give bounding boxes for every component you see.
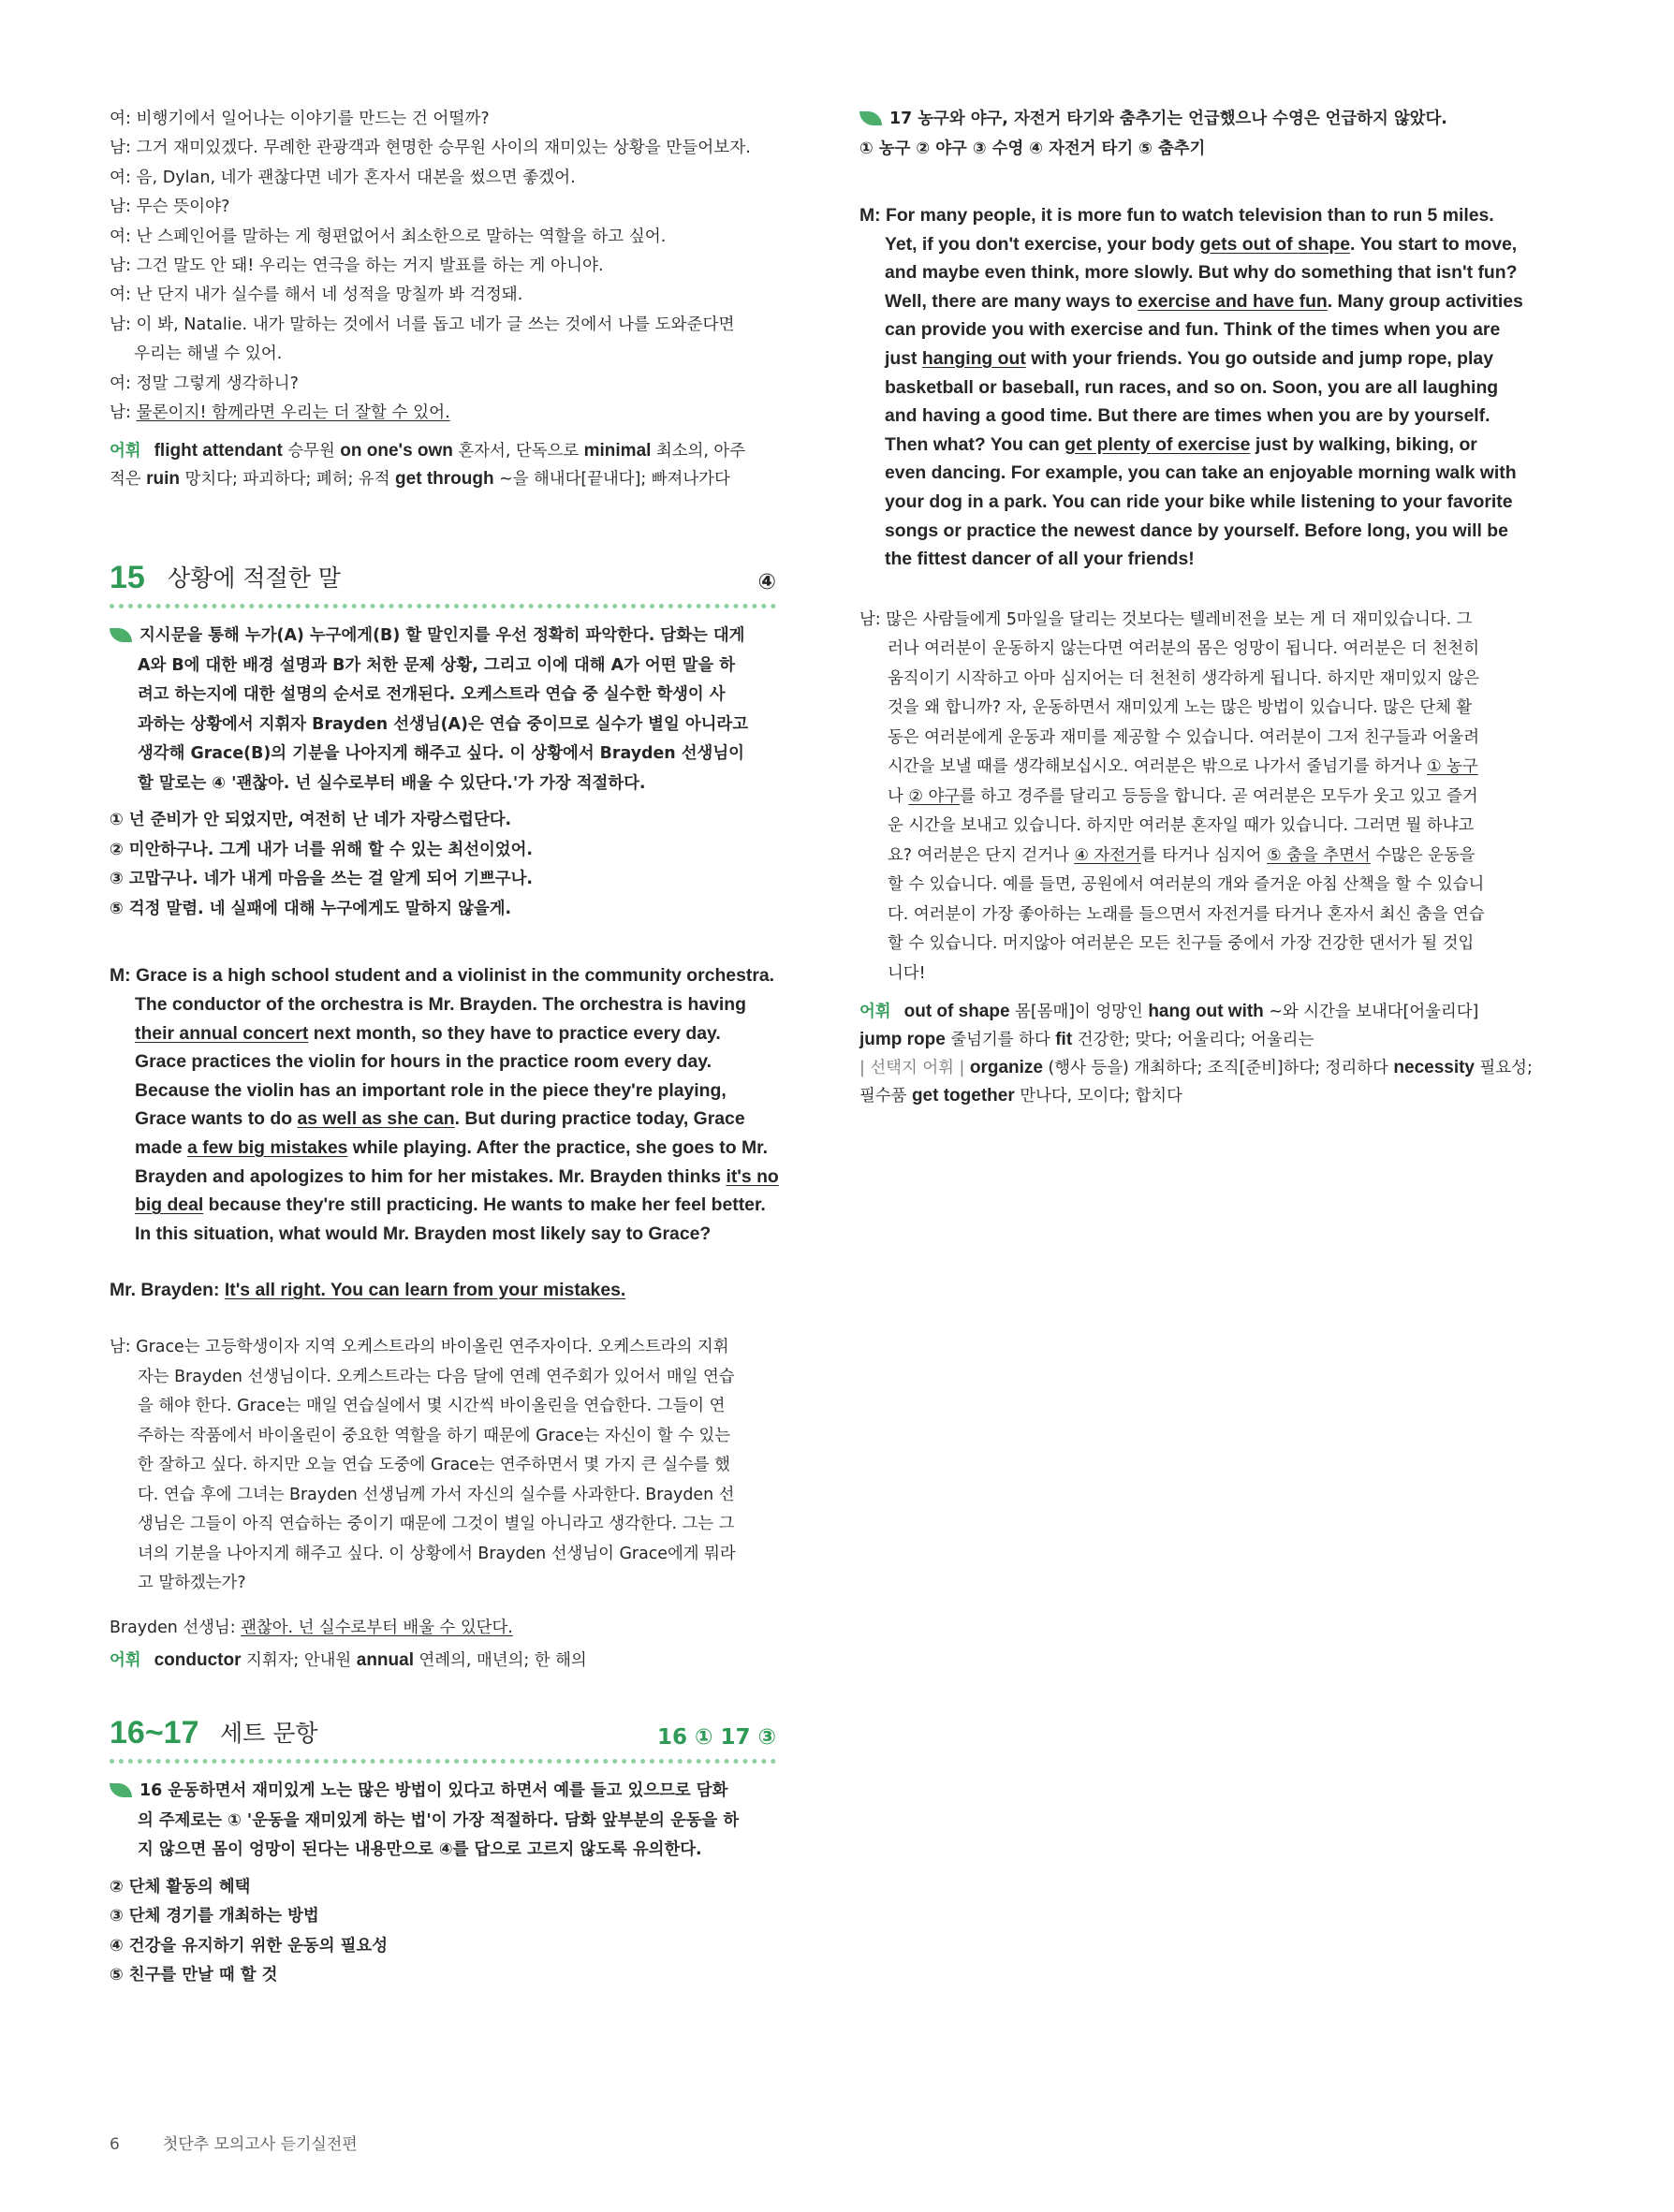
text-segment: 할 수 있습니다. 예를 들면, 공원에서 여러분의 개와 즐거운 아침 산책을 할 수 있습니 — [888, 875, 1485, 895]
left-column — [110, 105, 779, 1991]
script-line — [859, 287, 1523, 316]
answer-prefix: Mr. Brayden: — [110, 1280, 225, 1301]
section-15-translation-answer — [110, 1614, 776, 1644]
script-line — [859, 402, 1520, 431]
vocab-meaning: 망치다; 파괴하다; 폐허; 유적 — [180, 470, 396, 490]
dialog-line: 남: 그거 재미있겠다. 무례한 관광객과 현명한 승무원 사이의 재미있는 상황을 만들어보자. — [110, 139, 751, 158]
text-segment: Brayden and apologizes to him for her mistakes. Mr. Brayden thinks — [135, 1165, 727, 1187]
text-segment: . You start to move, — [1350, 233, 1518, 255]
translation-line — [859, 694, 1520, 724]
text-segment: Well, there are many ways to — [885, 290, 1138, 312]
vocab-term: annual — [356, 1650, 414, 1670]
section-title: 세트 문항 — [220, 1720, 318, 1747]
explanation-text: 지 않으면 몸이 엉망이 된다는 내용만으로 ④를 답으로 고르지 않도록 유의한다. — [138, 1840, 702, 1859]
leaf-icon — [859, 111, 882, 125]
translation-line: 주하는 작품에서 바이올린이 중요한 역할을 하기 때문에 Grace는 자신이 할 수 있는 — [138, 1426, 731, 1445]
script-line — [110, 1019, 776, 1048]
text-segment: 시간을 보낼 때를 생각해보십시오. 여러분은 밖으로 나가서 줄넘기를 하거나 — [888, 757, 1428, 777]
text-segment: just — [885, 347, 922, 369]
script-line — [110, 1134, 776, 1163]
vocab-meaning: ~을 해내다[끝내다]; 빠져나가다 — [493, 470, 730, 490]
translation-line — [859, 753, 1520, 783]
dialog-line: 여: 난 단지 내가 실수를 해서 네 성적을 망칠까 봐 걱정돼. — [110, 286, 523, 305]
vocab-term: get through — [395, 469, 494, 490]
section-title: 상황에 적절한 말 — [168, 564, 341, 593]
vocab-line — [110, 437, 776, 465]
answer-underlined: It's all right. You can learn from your mistakes. — [224, 1280, 626, 1301]
text-segment: even dancing. For example, you can take an enjoyable morning walk with — [885, 462, 1517, 484]
vocab-meaning: 승무원 — [282, 442, 341, 461]
dialog-line: 우리는 해낼 수 있어. — [134, 344, 283, 364]
script-line — [110, 961, 776, 990]
explanation-text: 과하는 상황에서 지휘자 Brayden 선생님(A)은 연습 중이므로 실수가 별일 아니라고 — [138, 714, 749, 734]
text-segment: . But during practice today, Grace — [454, 1108, 745, 1130]
translation-line — [859, 635, 1520, 665]
q17-options: ① 농구 ② 야구 ③ 수영 ④ 자전거 타기 ⑤ 춤추기 — [859, 139, 1206, 158]
dialog-line: 여: 비행기에서 일어나는 이야기를 만드는 건 어떨까? — [110, 110, 490, 128]
script-line — [859, 230, 1520, 259]
text-segment: Grace practices the violin for hours in the practice room every day. — [135, 1051, 712, 1073]
dialog-line: 남: 이 봐, Natalie. 내가 말하는 것에서 너를 돕고 네가 글 쓰는 것에서 나를 도와준다면 — [110, 315, 735, 334]
vocab-label: 어휘 — [859, 1003, 891, 1022]
vocab-meaning: 몸[몸매]이 엉망인 — [1009, 1003, 1149, 1022]
vocab-term: fit — [1055, 1030, 1073, 1050]
translation-line — [859, 812, 1520, 842]
vocab-meaning: ~와 시간을 보내다[어울리다] — [1263, 1003, 1479, 1022]
text-segment: . Many group activities — [1327, 290, 1523, 312]
section-16-header — [110, 1697, 776, 1764]
translation-line — [859, 783, 1520, 813]
translation-line: 녀의 기분을 나아지게 해주고 싶다. 이 상황에서 Brayden 선생님이 Grace에게 뭐라 — [138, 1544, 736, 1563]
vocab-term: flight attendant — [154, 441, 283, 461]
vocab-box-3 — [859, 998, 1533, 1110]
text-segment: 니다! — [888, 963, 926, 983]
text-segment: 할 수 있습니다. 머지않아 여러분은 모든 친구들 중에서 가장 건강한 댄서가 될 것입 — [888, 934, 1475, 954]
explanation-line — [110, 622, 776, 652]
text-segment: 움직이기 시작하고 아마 심지어는 더 천천히 생각하게 됩니다. 하지만 재미있지 않은 — [888, 668, 1479, 688]
dialog-last-underlined: 물론이지! 함께라면 우리는 더 잘할 수 있어. — [136, 403, 450, 423]
text-segment: 다. 여러분이 가장 좋아하는 노래를 들으면서 자전거를 타거나 혼자서 최신 춤을 연습 — [888, 904, 1485, 924]
explanation-line — [110, 1777, 776, 1807]
vocab-box-2 — [110, 1647, 776, 1675]
text-segment: songs or practice the newest dance by yourself. Before long, you will be — [885, 520, 1508, 541]
text-segment: Grace wants to do — [135, 1108, 298, 1130]
translation-line — [859, 930, 1520, 960]
vocab-meaning: 필수품 — [859, 1087, 912, 1106]
script-line — [110, 1105, 776, 1134]
section-15-script-answer — [110, 1276, 776, 1305]
underlined-phrase: hanging out — [921, 347, 1026, 369]
translation-line — [859, 724, 1520, 754]
explanation-text: 할 말로는 ④ '괜찮아. 넌 실수로부터 배울 수 있단다.'가 가장 적절하다. — [138, 773, 646, 793]
script-line — [859, 431, 1520, 460]
script-line — [859, 517, 1520, 546]
vocab-meaning: 만나다, 모이다; 합치다 — [1014, 1087, 1182, 1106]
right-column — [859, 105, 1533, 1110]
text-segment: 나 — [888, 786, 909, 806]
vocab-section-label: | 선택지 어휘 | — [859, 1059, 965, 1078]
underlined-phrase: get plenty of exercise — [1065, 433, 1251, 455]
translation-line — [859, 606, 1520, 636]
dialog-line: 남: 무슨 뜻이야? — [110, 198, 230, 217]
answer-prefix: Brayden 선생님: — [110, 1618, 242, 1637]
vocab-term: conductor — [154, 1650, 242, 1670]
explanation-text: 의 주제로는 ① '운동을 재미있게 하는 법'이 가장 적절하다. 담화 앞부분의 운동을 하 — [138, 1810, 740, 1830]
script-line — [859, 201, 1520, 230]
underlined-phrase: ④ 자전거 — [1074, 845, 1141, 865]
vocab-meaning: 지휘자; 안내원 — [241, 1651, 357, 1670]
script-line — [859, 315, 1520, 344]
translation-line: 다. 연습 후에 그녀는 Brayden 선생님께 가서 자신의 실수를 사과한다. Brayden 선 — [138, 1485, 735, 1504]
vocab-meaning: 최소의, 아주 — [651, 442, 746, 461]
vocab-line — [859, 1082, 1520, 1110]
answer-option: ⑤ 걱정 말렴. 네 실패에 대해 누구에게도 말하지 않을게. — [110, 899, 512, 918]
script-line — [859, 545, 1520, 574]
underlined-phrase: gets out of shape — [1199, 233, 1351, 255]
section-16-options — [110, 1873, 776, 1991]
dialog-line: 여: 난 스페인어를 말하는 게 형편없어서 최소한으로 말하는 역할을 하고 싶어. — [110, 227, 667, 246]
vocab-term: organize — [969, 1058, 1043, 1078]
underlined-phrase: exercise and have fun — [1138, 290, 1328, 312]
q16-17-script — [859, 201, 1523, 574]
translation-line: 자는 Brayden 선생님이다. 오케스트라는 다음 달에 연례 연주회가 있어서 매일 연습 — [138, 1367, 735, 1386]
dialog-last-prefix: 남: — [110, 403, 137, 423]
script-line — [859, 344, 1520, 374]
translation-line: 남: Grace는 고등학생이자 지역 오케스트라의 바이올린 연주자이다. 오케스트라의 지휘 — [110, 1338, 729, 1356]
text-segment: Yet, if you don't exercise, your body — [885, 233, 1200, 255]
explanation-line — [110, 769, 776, 799]
vocab-term: get together — [911, 1086, 1015, 1106]
section-number: 16~17 — [110, 1715, 199, 1751]
text-segment: 것을 왜 합니까? 자, 운동하면서 재미있게 노는 많은 방법이 있습니다. 많은 단체 활 — [888, 698, 1473, 718]
text-segment: made — [135, 1137, 188, 1159]
explanation-text: A와 B에 대한 배경 설명과 B가 처한 문제 상황, 그리고 이에 대해 A가 어떤 말을 하 — [138, 655, 736, 675]
section-answer: ④ — [757, 570, 776, 595]
vocab-meaning: 필요성; — [1475, 1059, 1533, 1078]
section-number: 15 — [110, 560, 145, 596]
vocab-label: 어휘 — [110, 1651, 141, 1670]
translation-line: 한 잘하고 싶다. 하지만 오늘 연습 도중에 Grace는 연주하면서 몇 가지 큰 실수를 했 — [138, 1456, 730, 1474]
text-segment: because they're still practicing. He wants to make her feel better. — [203, 1194, 766, 1216]
text-segment: 를 하고 경주를 달리고 등등을 합니다. 곧 여러분은 모두가 웃고 있고 즐거 — [960, 786, 1478, 806]
leaf-icon — [110, 1783, 132, 1797]
answer-option: ③ 단체 경기를 개최하는 방법 — [110, 1907, 319, 1926]
script-line — [110, 1047, 776, 1077]
section-16-explanation — [110, 1777, 776, 1866]
explanation-line — [110, 710, 776, 740]
dialog-last-line — [110, 399, 776, 428]
page-number: 6 — [110, 2135, 120, 2154]
script-line — [110, 1191, 776, 1220]
text-segment: next month, so they have to practice every day. — [308, 1022, 721, 1044]
q16-17-translation — [859, 606, 1520, 989]
underlined-phrase: ② 야구 — [908, 786, 961, 806]
translation-line — [859, 901, 1520, 930]
text-segment: 요? 여러분은 단지 걷거나 — [888, 845, 1075, 865]
translation-line: 을 해야 한다. Grace는 매일 연습실에서 몇 시간씩 바이올린을 연습한다. 그들이 연 — [138, 1397, 726, 1415]
script-line — [110, 1220, 776, 1249]
text-segment: and maybe even think, more slowly. But why do something that isn't fun? — [885, 262, 1518, 284]
section-15-translation — [110, 1333, 776, 1599]
section-answer: 16 ① 17 ③ — [657, 1725, 776, 1750]
text-segment: and having a good time. But there are times when you are by yourself. — [885, 405, 1490, 427]
section-15-script — [110, 961, 779, 1248]
underlined-phrase: ⑤ 춤을 추면서 — [1267, 845, 1371, 865]
explanation-text: 려고 하는지에 대한 설명의 순서로 전개된다. 오케스트라 연습 중 실수한 학생이 사 — [138, 685, 726, 705]
dialog-line: 남: 그건 말도 안 돼! 우리는 연극을 하는 거지 발표를 하는 게 아니야. — [110, 256, 604, 276]
text-segment: M: For many people, it is more fun to watch television than to run 5 miles. — [859, 205, 1494, 226]
text-segment: Then what? You can — [885, 433, 1065, 455]
vocab-meaning: 혼자서, 단독으로 — [452, 442, 584, 461]
text-segment: 를 타거나 심지어 — [1140, 845, 1268, 865]
answer-option: ① 넌 준비가 안 되었지만, 여전히 난 네가 자랑스럽단다. — [110, 811, 512, 830]
script-line — [110, 990, 776, 1019]
underlined-phrase: big deal — [135, 1194, 204, 1216]
translation-line: 고 말하겠는가? — [138, 1574, 246, 1592]
text-segment: 운 시간을 보내고 있습니다. 하지만 여러분 혼자일 때가 있습니다. 그러면 뭘 하냐고 — [888, 816, 1475, 836]
text-segment: your dog in a park. You can ride your bike while listening to your favorite — [885, 491, 1513, 512]
explanation-line — [110, 740, 776, 769]
text-segment: basketball or baseball, run races, and so on. Soon, you are all laughing — [885, 376, 1499, 398]
vocab-meaning: (행사 등을) 개최하다; 조직[준비]하다; 정리하다 — [1042, 1059, 1394, 1078]
vocab-term: jump rope — [859, 1030, 946, 1050]
script-line — [859, 258, 1520, 287]
vocab-line — [859, 998, 1520, 1026]
answer-underlined: 괜찮아. 넌 실수로부터 배울 수 있단다. — [241, 1618, 513, 1637]
text-segment: 동은 여러분에게 운동과 재미를 제공할 수 있습니다. 여러분이 그저 친구들과 어울려 — [888, 727, 1479, 747]
text-segment: Because the violin has an important role in the piece they're playing, — [135, 1079, 727, 1101]
book-title: 첫단추 모의고사 듣기실전편 — [162, 2135, 358, 2154]
vocab-term: ruin — [146, 469, 181, 490]
script-line — [110, 1077, 776, 1106]
vocab-meaning: 연례의, 매년의; 한 해의 — [413, 1651, 587, 1670]
explanation-line — [110, 652, 776, 681]
text-segment: can provide you with exercise and fun. Think of the times when you are — [885, 319, 1501, 341]
underlined-phrase: ① 농구 — [1427, 757, 1478, 777]
text-segment: The conductor of the orchestra is Mr. Brayden. The orchestra is having — [135, 994, 746, 1016]
script-line — [859, 374, 1520, 403]
leaf-icon — [110, 628, 132, 642]
answer-option: ② 단체 활동의 혜택 — [110, 1877, 251, 1897]
vocab-box-1 — [110, 437, 776, 493]
underlined-phrase: as well as she can — [297, 1108, 455, 1130]
underlined-phrase: it's no — [726, 1165, 779, 1187]
text-segment: while playing. After the practice, she goes to Mr. — [347, 1137, 769, 1159]
text-segment: M: Grace is a high school student and a violinist in the community orchestra. — [110, 965, 775, 987]
answer-option: ⑤ 친구를 만날 때 할 것 — [110, 1966, 278, 1985]
q17-explanation-text: 17 농구와 야구, 자전거 타기와 춤추기는 언급했으나 수영은 언급하지 않았다. — [889, 110, 1447, 128]
translation-line — [859, 665, 1520, 695]
vocab-term: minimal — [583, 441, 652, 461]
text-segment: with your friends. You go outside and jump rope, play — [1025, 347, 1493, 369]
dialog-translation — [110, 105, 776, 399]
vocab-meaning: 건강한; 맞다; 어울리다; 어울리는 — [1072, 1031, 1314, 1050]
vocab-line — [110, 465, 776, 493]
underlined-phrase: a few big mistakes — [187, 1137, 348, 1159]
page-footer — [110, 2131, 358, 2154]
vocab-line — [110, 1647, 776, 1675]
answer-option: ④ 건강을 유지하기 위한 운동의 필요성 — [110, 1936, 388, 1956]
explanation-line — [110, 681, 776, 710]
explanation-text: 생각해 Grace(B)의 기분을 나아지게 해주고 싶다. 이 상황에서 Brayden 선생님이 — [138, 744, 744, 764]
explanation-text: 지시문을 통해 누가(A) 누구에게(B) 할 말인지를 우선 정확히 파악한다. 담화는 대게 — [140, 626, 745, 646]
vocab-meaning: 적은 — [110, 470, 147, 490]
vocab-term: hang out with — [1148, 1002, 1264, 1022]
section-15-header — [110, 542, 776, 608]
translation-line — [859, 960, 1520, 989]
vocab-meaning: 줄넘기를 하다 — [945, 1031, 1056, 1050]
text-segment: 남: 많은 사람들에게 5마일을 달리는 것보다는 텔레비전을 보는 게 더 재미있습니다. 그 — [859, 609, 1473, 629]
script-line — [110, 1163, 779, 1192]
q17-explanation — [859, 105, 1520, 135]
vocab-label: 어휘 — [110, 442, 141, 461]
vocab-line — [859, 1054, 1533, 1082]
dialog-line: 여: 정말 그렇게 생각하니? — [110, 374, 299, 393]
text-segment: 수많은 운동을 — [1370, 845, 1476, 865]
vocab-term: on one's own — [340, 441, 453, 461]
text-segment: 러나 여러분이 운동하지 않는다면 여러분의 몸은 엉망이 됩니다. 여러분은 더 천천히 — [888, 639, 1479, 659]
dialog-line: 여: 음, Dylan, 네가 괜찮다면 네가 혼자서 대본을 썼으면 좋겠어. — [110, 168, 576, 187]
answer-option: ③ 고맙구나. 네가 내게 마음을 쓰는 걸 알게 되어 기쁘구나. — [110, 870, 534, 889]
explanation-line — [110, 1836, 776, 1866]
script-line — [859, 459, 1520, 488]
text-segment: In this situation, what would Mr. Brayden most likely say to Grace? — [135, 1223, 712, 1244]
text-segment: just by walking, biking, or — [1250, 433, 1477, 455]
underlined-phrase: their annual concert — [135, 1022, 309, 1044]
translation-line: 생님은 그들이 아직 연습하는 중이기 때문에 그것이 별일 아니라고 생각한다. 그는 그 — [138, 1515, 735, 1533]
explanation-text: 16 운동하면서 재미있게 노는 많은 방법이 있다고 하면서 예를 들고 있으므로 담화 — [140, 1781, 728, 1800]
vocab-term: out of shape — [903, 1002, 1010, 1022]
script-line — [859, 488, 1520, 517]
explanation-line — [110, 1807, 776, 1837]
answer-option: ② 미안하구나. 그게 내가 너를 위해 할 수 있는 최선이었어. — [110, 840, 534, 859]
section-15-explanation — [110, 622, 776, 798]
vocab-line — [859, 1026, 1520, 1054]
section-15-options — [110, 806, 776, 924]
vocab-term: necessity — [1393, 1058, 1476, 1078]
translation-line — [859, 871, 1520, 901]
text-segment: the fittest dancer of all your friends! — [885, 549, 1195, 570]
translation-line — [859, 842, 1520, 872]
